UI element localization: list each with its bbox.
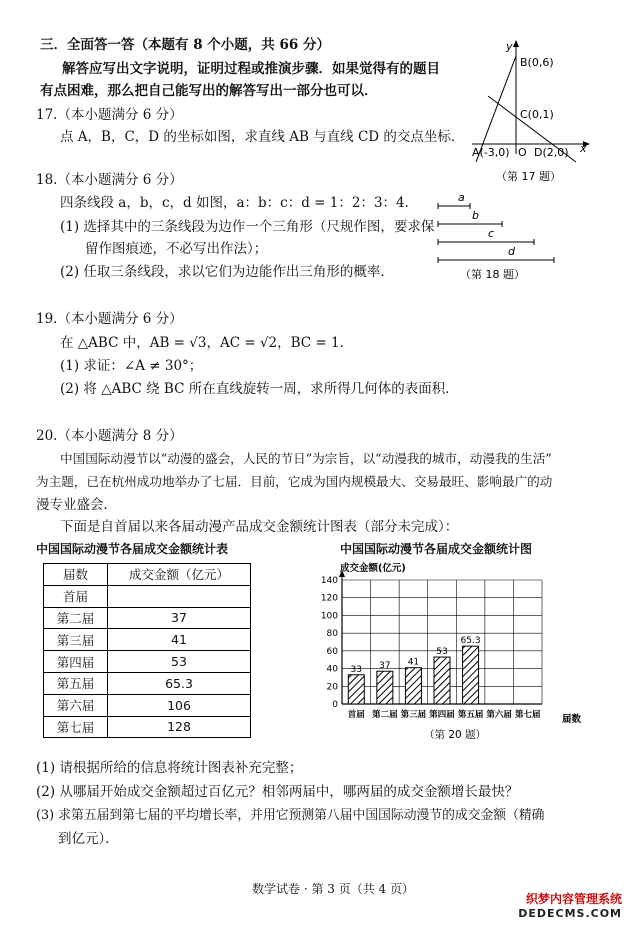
q20-bar-chart [312, 558, 602, 748]
q17-text: 点 A，B，C，D 的坐标如图，求直线 AB 与直线 CD 的交点坐标． [60, 129, 465, 145]
table-row [44, 716, 251, 738]
q17-figure-caption: （第 17 题） [496, 170, 561, 183]
chart-y-tick-label: 140 [320, 576, 338, 586]
chart-bar [434, 657, 450, 704]
table-cell: 41 [108, 629, 251, 651]
chart-x-tick-label: 第四届 [429, 710, 455, 720]
table-cell: 65.3 [108, 672, 251, 694]
q17-coordinate-figure [466, 36, 596, 186]
table-cell: 第七届 [44, 716, 108, 738]
q18-part1-line1: (1) 选择其中的三条线段为边作一个三角形（尺规作图，要求保 [60, 219, 435, 235]
chart-y-tick-label: 100 [320, 611, 338, 622]
chart-x-tick-label: 第三届 [400, 710, 427, 720]
table-header-row [44, 564, 251, 586]
chart-x-tick-label: 第二届 [372, 710, 398, 720]
q20-heading: 20.（本小题满分 8 分） [36, 428, 183, 444]
table-cell [108, 585, 251, 607]
chart-data-label: 65.3 [460, 636, 481, 647]
table-cell: 53 [108, 651, 251, 673]
table-header-cell: 成交金额（亿元） [108, 564, 251, 586]
chart-x-tick-label: 第五届 [457, 710, 484, 720]
chart-y-tick-label: 60 [326, 646, 338, 657]
table-cell: 首届 [44, 585, 108, 607]
q18-segments-figure [432, 190, 562, 284]
q19-heading: 19.（本小题满分 6 分） [36, 311, 183, 327]
chart-y-tick-label: 20 [326, 682, 338, 693]
q18-figure-caption: （第 18 题） [460, 268, 525, 281]
q20-part1: (1) 请根据所给的信息将统计图表补充完整； [36, 760, 303, 776]
q18-part2: (2) 任取三条线段，求以它们为边能作出三角形的概率． [60, 264, 394, 280]
chart-data-label: 33 [350, 664, 363, 675]
q18-segment-c-label: c [488, 227, 495, 240]
q17-point-b-label: B(0,6) [520, 56, 554, 69]
q20-line2: 为主题，已在杭州成功地举办了七届．目前，它成为国内规模最大、交易最旺、影响最广的动 [36, 474, 553, 489]
table-cell: 第四届 [44, 651, 108, 673]
q19-text: 在 △ABC 中，AB = √3，AC = √2，BC = 1． [60, 335, 354, 351]
watermark-url: DEDECMS.COM [518, 907, 622, 920]
q19-part1: (1) 求证：∠A ≠ 30°； [60, 358, 203, 374]
q20-stat-table [43, 563, 251, 738]
chart-bar [377, 671, 393, 704]
table-cell: 106 [108, 694, 251, 716]
q17-point-c-label: C(0,1) [520, 108, 554, 121]
q17-x-axis-label: x [580, 142, 587, 155]
q18-segment-a-label: a [458, 191, 465, 204]
q17-heading: 17.（本小题满分 6 分） [36, 107, 183, 123]
chart-y-tick-label: 40 [326, 664, 338, 675]
q18-part1-line2: 留作图痕迹，不必写出作法）； [85, 241, 268, 257]
table-cell: 第五届 [44, 672, 108, 694]
q20-line1: 中国国际动漫节以“动漫的盛会，人民的节日”为宗旨，以“动漫我的城市，动漫我的生活” [60, 451, 552, 466]
q17-y-axis-label: y [506, 40, 513, 53]
chart-data-label: 53 [436, 647, 448, 658]
table-header-cell: 届数 [44, 564, 108, 586]
q17-point-a-label: A(-3,0) [472, 146, 510, 159]
chart-title: 中国国际动漫节各届成交金额统计图 [340, 542, 533, 556]
chart-bar [405, 668, 421, 704]
q20-line4: 下面是自首届以来各届动漫产品成交金额统计图表（部分未完成）： [60, 519, 459, 535]
chart-y-tick-label: 120 [320, 593, 338, 604]
site-watermark [498, 890, 622, 920]
watermark-text: 织梦内容管理系统 [525, 892, 622, 906]
section-heading: 三．全面答一答（本题有 8 个小题，共 66 分） [40, 37, 330, 53]
table-row [44, 672, 251, 694]
chart-data-label: 37 [379, 661, 391, 672]
table-row [44, 694, 251, 716]
chart-x-tick-label: 首届 [347, 710, 365, 720]
q18-text: 四条线段 a，b，c，d 如图，a：b：c：d = 1：2：3：4． [60, 195, 419, 211]
chart-x-tick-label: 第六届 [486, 710, 512, 720]
q17-origin-label: O [518, 146, 527, 159]
q18-segment-d-label: d [508, 245, 515, 258]
table-cell: 第三届 [44, 629, 108, 651]
table-cell: 37 [108, 607, 251, 629]
table-row [44, 651, 251, 673]
section-intro-2: 有点困难，那么把自己能写出的解答写出一部分也可以． [40, 83, 378, 99]
section-intro-1: 解答应写出文字说明，证明过程或推演步骤．如果觉得有的题目 [62, 61, 440, 77]
q20-part3-line1: (3) 求第五届到第七届的平均增长率，并用它预测第八届中国国际动漫节的成交金额（精确 [36, 808, 545, 823]
q20-part3-line2: 到亿元）． [58, 831, 119, 847]
chart-caption: （第 20 题） [424, 729, 487, 741]
q20-part2: (2) 从哪届开始成交金额超过百亿元？相邻两届中，哪两届的成交金额增长最快？ [36, 784, 519, 800]
chart-x-tick-label: 第七届 [514, 710, 541, 720]
table-row [44, 629, 251, 651]
q20-line3: 漫专业盛会． [36, 497, 117, 513]
chart-data-label: 41 [407, 657, 420, 668]
chart-y-tick-label: 0 [332, 700, 338, 710]
table-cell: 128 [108, 716, 251, 738]
q18-heading: 18.（本小题满分 6 分） [36, 172, 183, 188]
table-row [44, 607, 251, 629]
table-row [44, 585, 251, 607]
chart-y-tick-label: 80 [326, 629, 338, 640]
q20-table-title: 中国国际动漫节各届成交金额统计表 [36, 542, 229, 556]
chart-y-axis-label: 成交金额(亿元) [340, 563, 406, 574]
chart-bar [463, 646, 479, 704]
page-footer: 数学试卷 · 第 3 页（共 4 页） [252, 882, 414, 896]
chart-bar [348, 675, 364, 704]
q18-segment-b-label: b [472, 209, 479, 222]
table-cell: 第六届 [44, 694, 108, 716]
q19-part2: (2) 将 △ABC 绕 BC 所在直线旋转一周，求所得几何体的表面积． [60, 381, 459, 397]
chart-x-axis-label: 届数 [562, 714, 582, 725]
q17-point-d-label: D(2,0) [534, 146, 569, 159]
table-cell: 第二届 [44, 607, 108, 629]
